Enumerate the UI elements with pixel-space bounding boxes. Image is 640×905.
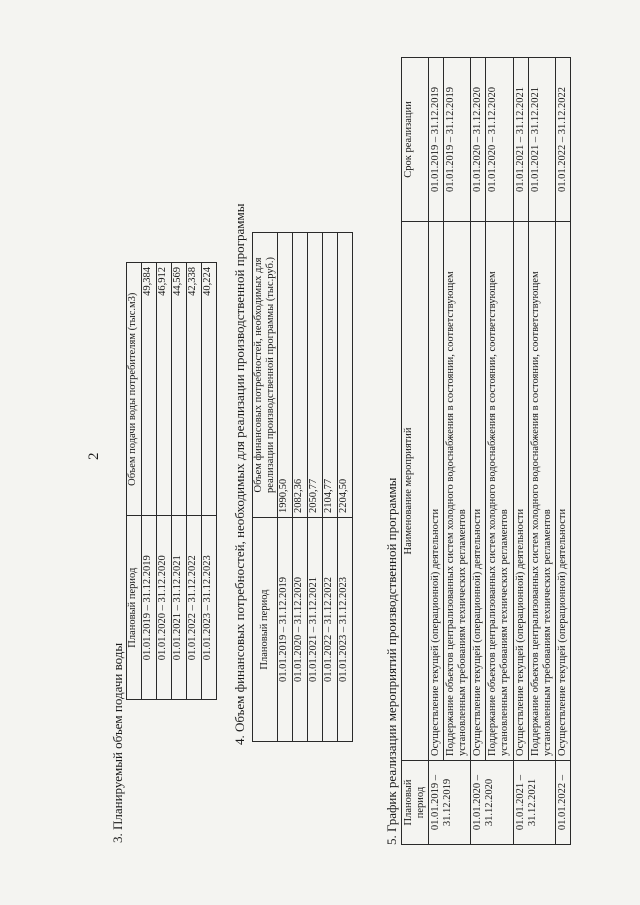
- table-row: [187, 263, 202, 700]
- page-number: 2: [86, 452, 102, 460]
- table-row: [471, 58, 486, 845]
- column-header: Плановый период: [402, 761, 429, 845]
- activity-cell: Осуществление текущей (операционной) деятельности: [513, 222, 528, 761]
- volume-cell: 44,569: [172, 263, 187, 516]
- column-header: Объем финансовых потребностей, необходимых для реализации производственной программы (тыс.руб.): [253, 233, 278, 518]
- period-cell: 01.01.2020 – 31.12.2020: [293, 518, 308, 742]
- column-header: Плановый период: [253, 518, 278, 742]
- period-cell: 01.01.2019 – 31.12.2019: [142, 516, 157, 700]
- period-cell: 01.01.2020 – 31.12.2020: [471, 761, 513, 845]
- table-row: [513, 58, 528, 845]
- table-header-row: [127, 263, 142, 700]
- table-header-row: [402, 58, 429, 845]
- table-row: [172, 263, 187, 700]
- period-cell: 01.01.2022 – 31.12.2022: [187, 516, 202, 700]
- deadline-cell: 01.01.2019 – 31.12.2019: [444, 58, 471, 222]
- table-header-row: [253, 233, 278, 742]
- table-row: [429, 58, 444, 845]
- period-cell: 01.01.2019 – 31.12.2019: [278, 518, 293, 742]
- section-5-title: 5. График реализации мероприятий производственной программы: [384, 477, 399, 845]
- activity-cell: Поддержание объектов централизованных систем холодного водоснабжения в состоянии, соответствующем установленным требованиям технических регламентов: [444, 222, 471, 761]
- deadline-cell: 01.01.2022 – 31.12.2022: [555, 58, 570, 222]
- amount-cell: 2104,77: [323, 233, 338, 518]
- volume-cell: 42,338: [187, 263, 202, 516]
- volume-cell: 49,384: [142, 263, 157, 516]
- table-row: [142, 263, 157, 700]
- volume-cell: 46,912: [157, 263, 172, 516]
- period-cell: 01.01.2022 –: [555, 761, 570, 845]
- period-cell: 01.01.2021 – 31.12.2021: [308, 518, 323, 742]
- schedule-table: [401, 57, 571, 845]
- period-cell: 01.01.2023 – 31.12.2023: [338, 518, 353, 742]
- activity-cell: Осуществление текущей (операционной) деятельности: [555, 222, 570, 761]
- period-cell: 01.01.2023 – 31.12.2023: [202, 516, 217, 700]
- financial-needs-table: [252, 232, 353, 742]
- amount-cell: 2050,77: [308, 233, 323, 518]
- activity-cell: Поддержание объектов централизованных систем холодного водоснабжения в состоянии, соответствующем установленным требованиям технических регламентов: [486, 222, 513, 761]
- table-row: [157, 263, 172, 700]
- period-cell: 01.01.2019 – 31.12.2019: [429, 761, 471, 845]
- period-cell: 01.01.2022 – 31.12.2022: [323, 518, 338, 742]
- deadline-cell: 01.01.2020 – 31.12.2020: [486, 58, 513, 222]
- column-header: Срок реализации: [402, 58, 429, 222]
- table-row: [444, 58, 471, 845]
- table-row: [338, 233, 353, 742]
- deadline-cell: 01.01.2021 – 31.12.2021: [528, 58, 555, 222]
- water-volume-table: [126, 262, 217, 700]
- volume-cell: 40,224: [202, 263, 217, 516]
- column-header: Наименование мероприятий: [402, 222, 429, 761]
- section-4-title: 4. Объем финансовых потребностей, необходимых для реализации производственной программы: [232, 203, 247, 745]
- table-row: [528, 58, 555, 845]
- activity-cell: Осуществление текущей (операционной) деятельности: [471, 222, 486, 761]
- table-row: [293, 233, 308, 742]
- deadline-cell: 01.01.2020 – 31.12.2020: [471, 58, 486, 222]
- amount-cell: 2204,50: [338, 233, 353, 518]
- amount-cell: 2082,36: [293, 233, 308, 518]
- period-cell: 01.01.2020 – 31.12.2020: [157, 516, 172, 700]
- table-row: [202, 263, 217, 700]
- activity-cell: Осуществление текущей (операционной) деятельности: [429, 222, 444, 761]
- period-cell: 01.01.2021 – 31.12.2021: [513, 761, 555, 845]
- table-row: [308, 233, 323, 742]
- column-header: Объем подачи воды потребителям (тыс.м3): [127, 263, 142, 516]
- table-row: [555, 58, 570, 845]
- table-row: [278, 233, 293, 742]
- deadline-cell: 01.01.2021 – 31.12.2021: [513, 58, 528, 222]
- column-header: Плановый период: [127, 516, 142, 700]
- table-row: [486, 58, 513, 845]
- period-cell: 01.01.2021 – 31.12.2021: [172, 516, 187, 700]
- section-3-title: 3. Планируемый объем подачи воды: [110, 642, 125, 843]
- amount-cell: 1990,50: [278, 233, 293, 518]
- deadline-cell: 01.01.2019 – 31.12.2019: [429, 58, 444, 222]
- table-row: [323, 233, 338, 742]
- activity-cell: Поддержание объектов централизованных систем холодного водоснабжения в состоянии, соответствующем установленным требованиям технических регламентов: [528, 222, 555, 761]
